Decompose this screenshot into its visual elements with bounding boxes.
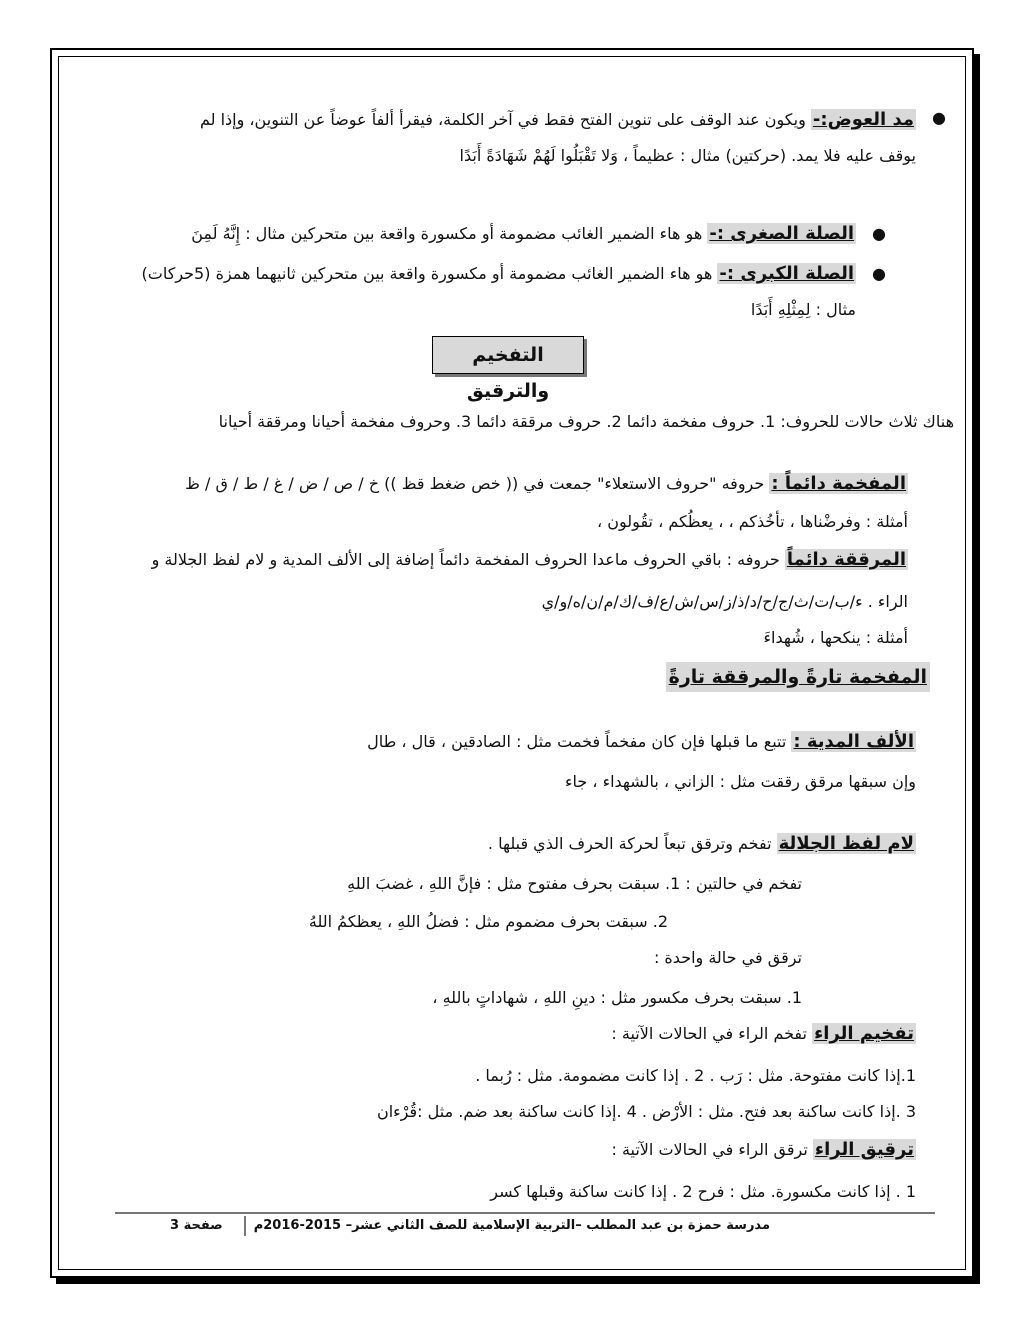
awad-label: مد العوض:- xyxy=(812,109,914,130)
intro-text: هناك ثلاث حالات للحروف: 1. حروف مفخمة دائما 2. حروف مرققة دائما 3. وحروف مفخمة أحيانا ومرققة أحيانا xyxy=(218,412,954,431)
awad-text: ويكون عند الوقف على تنوين الفتح فقط في آخر الكلمة، فيقرأ ألفاً عوضاً عن التنوين، وإذا لم xyxy=(199,110,806,129)
tarqiq-ra-label: ترقيق الراء xyxy=(814,1139,914,1160)
bullet-icon: ● xyxy=(932,108,946,127)
footer-rule xyxy=(115,1212,935,1214)
footer-page-number: صفحة 3 xyxy=(170,1218,223,1233)
sila-kubra-text: هو هاء الضمير الغائب مضمومة أو مكسورة واقعة بين متحركين ثانيهما همزة (5حركات) xyxy=(141,264,713,283)
footer-school: مدرسة حمزة بن عبد المطلب –التربية الإسلامية للصف الثاني عشر– 2015-2016م xyxy=(253,1218,770,1233)
muraqqaqa-line xyxy=(152,548,908,572)
muraqqaqa-letters: الراء . ء/ب/ت/ث/ج/ح/د/ذ/ز/س/ش/ع/ف/ك/م/ن/ه/و/ي xyxy=(541,592,908,611)
tara-title: المفخمة تارةً والمرققة تارةً xyxy=(666,662,930,692)
mufakhama-examples: أمثلة : وفرضْناها ، تأخُذكم ، ، يعظُكم ، تقُولون ، xyxy=(597,512,908,531)
lam-label: لام لفظ الجلالة xyxy=(778,833,914,854)
sila-sughra-label: الصلة الصغرى :- xyxy=(709,223,854,244)
alif-text: تتبع ما قبلها فإن كان مفخماً فخمت مثل : الصادقين ، قال ، طال xyxy=(367,732,787,751)
tarqiq-ra-line xyxy=(611,1138,916,1162)
tarqiq-ra-text: ترقق الراء في الحالات الآتية : xyxy=(611,1140,808,1159)
sila-sughra-text: هو هاء الضمير الغائب مضمومة أو مكسورة واقعة بين متحركين مثال : إِنَّهُ لَمِنَ xyxy=(191,224,703,243)
tafkhim-ra-l1: 1.إذا كانت مفتوحة. مثل : رَب . 2 . إذا كانت مضمومة. مثل : رُبما . xyxy=(475,1066,916,1085)
sila-kubra-line xyxy=(142,262,856,286)
tafkhim-ra-line xyxy=(611,1022,916,1046)
lam-l1: تفخم في حالتين : 1. سبقت بحرف مفتوح مثل : فإنَّ اللهِ ، غضبَ اللهِ xyxy=(347,874,802,893)
mufakhama-line xyxy=(185,472,908,496)
sila-kubra-example: مثال : لِمِثْلِهِ أَبَدًا xyxy=(750,300,856,319)
bullet-icon: ● xyxy=(872,224,886,243)
sila-sughra-line xyxy=(191,222,856,246)
alif-label: الألف المدية : xyxy=(793,731,914,752)
bullet-icon: ● xyxy=(872,264,886,283)
muraqqaqa-text: حروفه : باقي الحروف ماعدا الحروف المفخمة دائماً إضافة إلى الألف المدية و لام لفظ الجلالة و xyxy=(151,550,780,569)
awad-line2: يوقف عليه فلا يمد. (حركتين) مثال : عظيماً ، وَلا تَقْبَلُوا لَهُمْ شَهَادَةً أَبَدًا xyxy=(459,146,916,165)
lam-l3: ترقق في حالة واحدة : xyxy=(653,948,802,967)
tafkhim-ra-label: تفخيم الراء xyxy=(814,1023,914,1044)
awad-line1 xyxy=(200,108,916,132)
mufakhama-label: المفخمة دائماً : xyxy=(771,473,906,494)
lam-l2: 2. سبقت بحرف مضموم مثل : فضلُ اللهِ ، يعظكمُ اللهُ xyxy=(308,912,668,931)
tarqiq-ra-l1: 1 . إذا كانت مكسورة. مثل : فرح 2 . إذا كانت ساكنة وقبلها كسر xyxy=(490,1182,916,1201)
tafkhim-ra-text: تفخم الراء في الحالات الآتية : xyxy=(611,1024,807,1043)
lam-l4: 1. سبقت بحرف مكسور مثل : دينِ اللهِ ، شهاداتٍ باللهِ ، xyxy=(432,988,802,1007)
tafkhim-ra-l2: 3 .إذا كانت ساكنة بعد فتح. مثل : الأرْض . 4 .إذا كانت ساكنة بعد ضم. مثل :قُرْءان xyxy=(376,1102,916,1121)
sila-kubra-label: الصلة الكبرى :- xyxy=(719,263,854,284)
main-title: التفخيم والترقيق xyxy=(432,336,584,374)
alif-line1 xyxy=(367,730,916,754)
footer-separator xyxy=(244,1216,246,1236)
mufakhama-text: حروفه "حروف الاستعلاء" جمعت في (( خص ضغط قظ )) خ / ص / ض / غ / ط / ق / ظ xyxy=(185,474,765,493)
muraqqaqa-examples: أمثلة : ينكحها ، شُهداءَ xyxy=(763,628,908,647)
lam-line xyxy=(488,832,916,856)
lam-text: تفخم وترقق تبعاً لحركة الحرف الذي قبلها . xyxy=(487,834,772,853)
muraqqaqa-label: المرققة دائماً xyxy=(786,549,906,570)
alif-line2: وإن سبقها مرقق رققت مثل : الزاني ، بالشهداء ، جاء xyxy=(564,772,916,791)
